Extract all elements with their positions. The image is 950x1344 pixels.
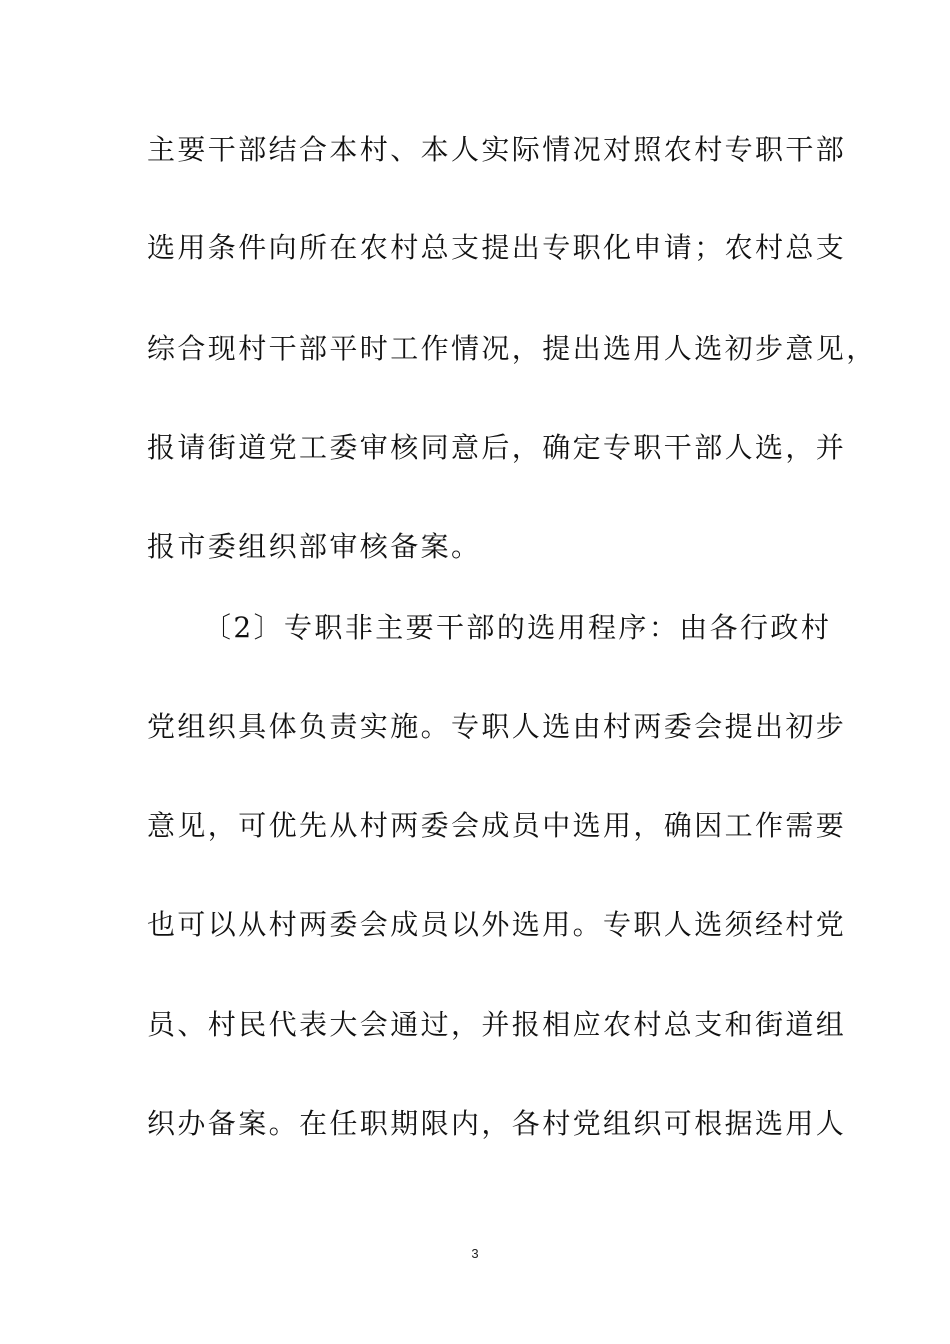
text-line-7: 党组织具体负责实施。专职人选由村两委会提出初步 xyxy=(147,710,847,743)
text-line-6-paragraph-start: 〔2〕专职非主要干部的选用程序：由各行政村 xyxy=(203,611,832,644)
text-line-1: 主要干部结合本村、本人实际情况对照农村专职干部 xyxy=(147,133,847,166)
text-line-11: 织办备案。在任职期限内，各村党组织可根据选用人 xyxy=(147,1107,847,1140)
text-line-9: 也可以从村两委会成员以外选用。专职人选须经村党 xyxy=(147,908,847,941)
text-line-8: 意见，可优先从村两委会成员中选用，确因工作需要 xyxy=(147,809,847,842)
text-line-3: 综合现村干部平时工作情况，提出选用人选初步意见， xyxy=(147,332,877,365)
page-number: 3 xyxy=(471,1246,479,1261)
text-line-2: 选用条件向所在农村总支提出专职化申请；农村总支 xyxy=(147,231,847,264)
text-line-5: 报市委组织部审核备案。 xyxy=(147,530,482,563)
text-line-4: 报请街道党工委审核同意后，确定专职干部人选，并 xyxy=(147,431,847,464)
text-line-10: 员、村民代表大会通过，并报相应农村总支和街道组 xyxy=(147,1008,847,1041)
